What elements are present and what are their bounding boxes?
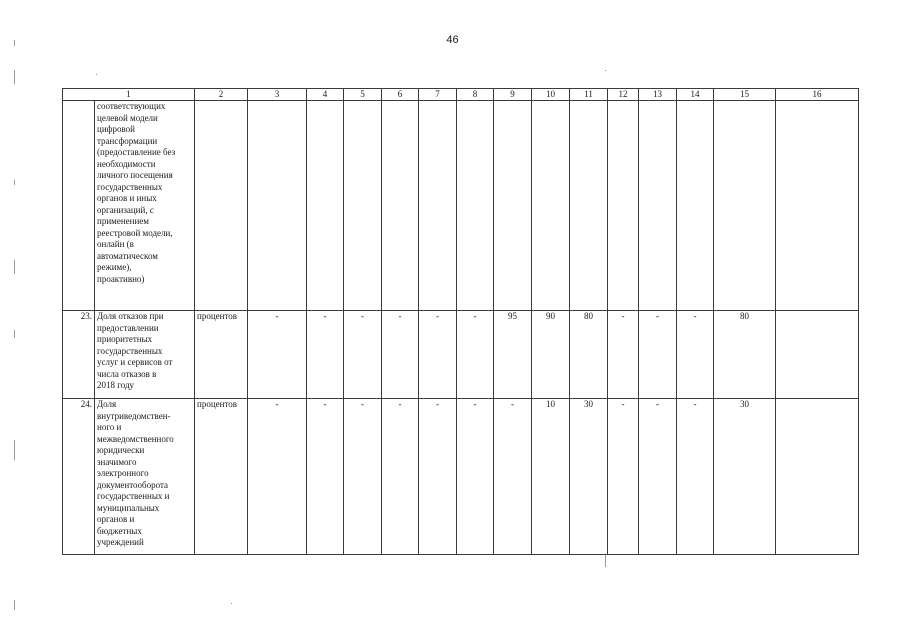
- column-header: 7: [419, 89, 457, 101]
- value-cell: [714, 101, 776, 311]
- column-header: 9: [494, 89, 532, 101]
- value-cell: -: [677, 399, 714, 555]
- value-cell: -: [419, 399, 457, 555]
- table-row: [63, 101, 859, 311]
- margin-mark: [14, 330, 15, 338]
- value-cell: [382, 101, 419, 311]
- unit-cell: процентов: [195, 399, 248, 555]
- column-header: 2: [195, 89, 248, 101]
- speck: [605, 70, 606, 71]
- column-header: 8: [457, 89, 494, 101]
- table-row: [63, 399, 859, 555]
- table-row: [63, 311, 859, 399]
- value-cell: -: [382, 311, 419, 399]
- value-cell: -: [344, 311, 382, 399]
- column-header: 6: [382, 89, 419, 101]
- speck: [231, 603, 232, 604]
- column-header: 1: [63, 89, 195, 101]
- row-number: 24.: [63, 399, 95, 555]
- column-header: 5: [344, 89, 382, 101]
- margin-mark: [605, 555, 606, 567]
- value-cell: [248, 101, 307, 311]
- value-cell: [457, 101, 494, 311]
- margin-mark: [14, 40, 15, 46]
- value-cell: -: [608, 311, 639, 399]
- value-cell: [776, 101, 859, 311]
- value-cell: [344, 101, 382, 311]
- value-cell: 10: [532, 399, 570, 555]
- page-number: 46: [446, 34, 459, 46]
- value-cell: [776, 311, 859, 399]
- column-header: 4: [307, 89, 344, 101]
- margin-mark: [14, 70, 15, 84]
- margin-mark: [14, 260, 15, 274]
- value-cell: [608, 101, 639, 311]
- unit-cell: процентов: [195, 311, 248, 399]
- value-cell: -: [307, 399, 344, 555]
- row-number: [63, 101, 95, 311]
- column-header: 10: [532, 89, 570, 101]
- value-cell: [307, 101, 344, 311]
- value-cell: 80: [570, 311, 608, 399]
- value-cell: [677, 101, 714, 311]
- value-cell: -: [248, 399, 307, 555]
- unit-cell: [195, 101, 248, 311]
- value-cell: 30: [714, 399, 776, 555]
- speck: [96, 74, 97, 75]
- value-cell: -: [457, 311, 494, 399]
- indicators-table: [62, 88, 859, 555]
- margin-mark: [14, 180, 15, 185]
- value-cell: [776, 399, 859, 555]
- column-header: 15: [714, 89, 776, 101]
- column-header: 16: [776, 89, 859, 101]
- value-cell: 80: [714, 311, 776, 399]
- value-cell: -: [639, 311, 677, 399]
- indicator-description: Доля внутриведомствен- ного и межведомственного юридически значимого электронного документооборота государственных и муниципальных органов и бюджетных учреждений: [95, 399, 195, 555]
- value-cell: [532, 101, 570, 311]
- value-cell: -: [457, 399, 494, 555]
- value-cell: [419, 101, 457, 311]
- value-cell: -: [344, 399, 382, 555]
- value-cell: -: [307, 311, 344, 399]
- column-header: 3: [248, 89, 307, 101]
- column-header: 11: [570, 89, 608, 101]
- value-cell: -: [608, 399, 639, 555]
- value-cell: [639, 101, 677, 311]
- column-header: 13: [639, 89, 677, 101]
- value-cell: -: [419, 311, 457, 399]
- value-cell: 95: [494, 311, 532, 399]
- indicator-description: соответствующих целевой модели цифровой трансформации (предоставление без необходимости личного посещения государственных органов и иных организаций, с применением реестровой модели, онлайн (в автоматическом режиме), проактивно): [95, 101, 195, 311]
- table-header-row: [63, 89, 859, 101]
- value-cell: -: [248, 311, 307, 399]
- row-number: 23.: [63, 311, 95, 399]
- margin-mark: [14, 440, 15, 460]
- value-cell: 90: [532, 311, 570, 399]
- value-cell: -: [382, 399, 419, 555]
- indicator-description: Доля отказов при предоставлении приоритетных государственных услуг и сервисов от числа отказов в 2018 году: [95, 311, 195, 399]
- value-cell: [494, 101, 532, 311]
- value-cell: -: [677, 311, 714, 399]
- value-cell: -: [639, 399, 677, 555]
- value-cell: -: [494, 399, 532, 555]
- value-cell: 30: [570, 399, 608, 555]
- margin-mark: [14, 600, 15, 610]
- column-header: 14: [677, 89, 714, 101]
- column-header: 12: [608, 89, 639, 101]
- value-cell: [570, 101, 608, 311]
